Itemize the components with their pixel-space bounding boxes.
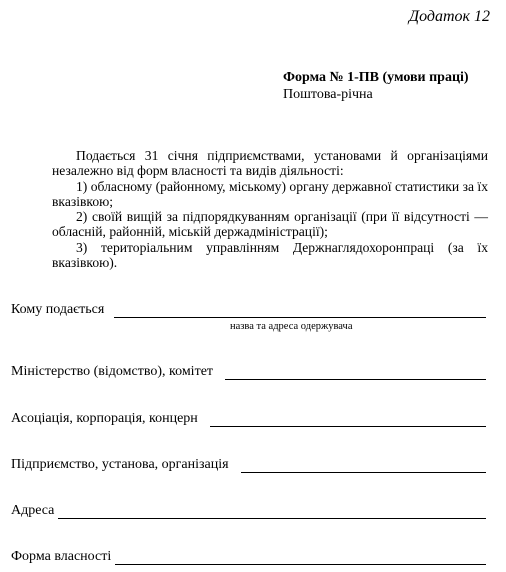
submission-instructions: [52, 148, 488, 270]
ministry-label: Міністерство (відомство), комітет: [11, 364, 214, 379]
instructions-item-3: 3) територіальним управлінням Держнаглядохоронпраці (за їх вказівкою).: [52, 239, 488, 271]
association-input-line[interactable]: [210, 413, 486, 427]
address-input-line[interactable]: [58, 505, 486, 519]
recipient-label: Кому подається: [11, 302, 105, 317]
ownership-input-line[interactable]: [115, 551, 486, 565]
instructions-item-1: 1) обласному (районному, міському) органу державної статистики за їх вказівкою;: [52, 178, 488, 209]
association-field: [11, 411, 486, 427]
form-period: Поштова-річна: [283, 87, 373, 102]
ownership-label: Форма власності: [11, 549, 112, 564]
recipient-input-line[interactable]: [114, 304, 486, 318]
instructions-intro: Подається 31 січня підприємствами, установами й організаціями незалежно від форм власності та видів діяльності:: [52, 148, 488, 179]
ministry-input-line[interactable]: [225, 366, 486, 380]
association-label: Асоціація, корпорація, концерн: [11, 411, 198, 426]
address-field: [11, 503, 486, 519]
enterprise-label: Підприємство, установа, організація: [11, 457, 229, 472]
address-label: Адреса: [11, 503, 55, 518]
recipient-field: [11, 302, 486, 318]
appendix-number: Додаток 12: [408, 8, 490, 25]
enterprise-input-line[interactable]: [241, 459, 486, 473]
enterprise-field: [11, 457, 486, 473]
ownership-field: [11, 549, 486, 565]
instructions-item-2: 2) своїй вищій за підпорядкуванням організації (при її відсутності — обласній, районній, міській держадміністрації);: [52, 209, 488, 240]
form-title: Форма № 1-ПВ (умови праці): [283, 70, 469, 85]
ministry-field: [11, 364, 486, 380]
recipient-caption: назва та адреса одержувача: [230, 321, 353, 332]
